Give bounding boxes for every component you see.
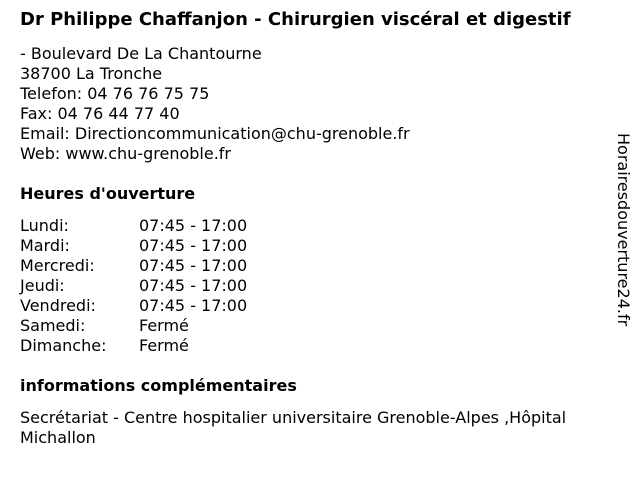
time-value: 07:45 - 17:00: [139, 296, 248, 315]
time-value: 07:45 - 17:00: [139, 256, 248, 275]
day-label: Mardi:: [20, 236, 70, 255]
time-value: 07:45 - 17:00: [139, 216, 248, 235]
fax-line: Fax: 04 76 44 77 40: [20, 104, 180, 123]
day-label: Lundi:: [20, 216, 69, 235]
day-label: Vendredi:: [20, 296, 96, 315]
time-value: Fermé: [139, 316, 189, 335]
street-line: - Boulevard De La Chantourne: [20, 44, 262, 63]
time-value: Fermé: [139, 336, 189, 355]
time-value: 07:45 - 17:00: [139, 236, 248, 255]
address-block: [20, 44, 612, 164]
hours-row: [20, 316, 612, 336]
hours-table: [20, 216, 612, 356]
phone-line[interactable]: Telefon: 04 76 76 75 75: [20, 84, 210, 103]
day-label: Jeudi:: [20, 276, 65, 295]
hours-row: [20, 276, 612, 296]
city-line: 38700 La Tronche: [20, 64, 163, 83]
business-card: [20, 10, 612, 448]
site-watermark: Horairesdouverture24.fr: [614, 133, 633, 327]
hours-row: [20, 236, 612, 256]
info-text: Secrétariat - Centre hospitalier universitaire Grenoble-Alpes ,Hôpital Michallon: [20, 408, 567, 447]
hours-heading: Heures d'ouverture: [20, 184, 196, 203]
day-label: Samedi:: [20, 316, 86, 335]
web-line[interactable]: Web: www.chu-grenoble.fr: [20, 144, 231, 163]
hours-row: [20, 216, 612, 236]
day-label: Mercredi:: [20, 256, 95, 275]
hours-row: [20, 296, 612, 316]
page-title: Dr Philippe Chaffanjon - Chirurgien viscéral et digestif: [20, 9, 571, 30]
hours-row: [20, 256, 612, 276]
time-value: 07:45 - 17:00: [139, 276, 248, 295]
info-heading: informations complémentaires: [20, 376, 297, 395]
day-label: Dimanche:: [20, 336, 107, 355]
email-line[interactable]: Email: Directioncommunication@chu-grenoble.fr: [20, 124, 410, 143]
hours-row: [20, 336, 612, 356]
